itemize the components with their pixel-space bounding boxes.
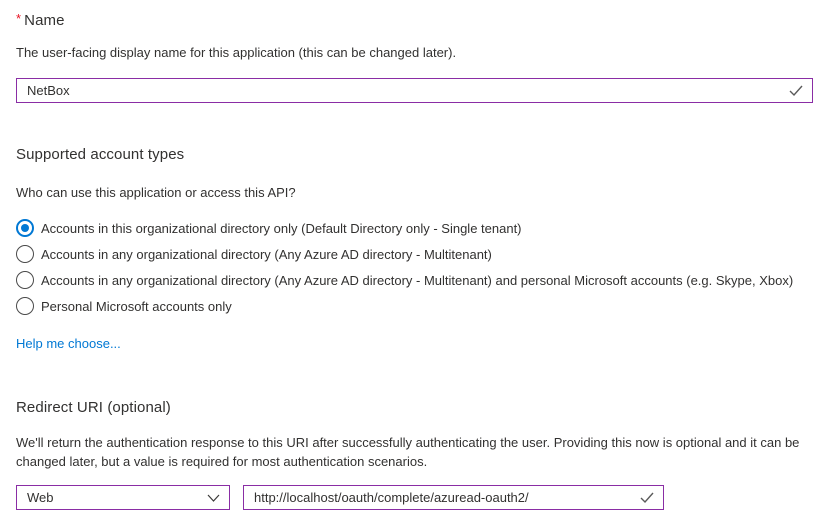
chevron-down-icon [207,494,220,502]
name-title-text: Name [24,12,65,29]
platform-selected-value: Web [27,490,54,505]
radio-button-icon[interactable] [16,245,34,263]
redirect-uri-input-container [243,485,664,510]
radio-label: Accounts in any organizational directory (Any Azure AD directory - Multitenant) [41,246,492,262]
name-section-title [16,11,813,29]
radio-multitenant[interactable] [16,241,813,267]
radio-button-icon[interactable] [16,219,34,237]
redirect-uri-description: We'll return the authentication response to this URI after successfully authenticating the user. Providing this now is optional and it can be changed later, but a value is required for most authentication scenarios. [16,435,800,469]
platform-select[interactable] [16,485,230,510]
redirect-uri-section [16,399,813,510]
radio-single-tenant[interactable] [16,215,813,241]
account-types-question: Who can use this application or access this API? [16,185,296,200]
name-input-container [16,78,813,103]
redirect-uri-controls [16,485,813,510]
required-asterisk: * [16,11,22,26]
help-me-choose-link[interactable]: Help me choose... [16,336,121,351]
radio-personal-only[interactable] [16,293,813,319]
radio-label: Personal Microsoft accounts only [41,298,232,314]
radio-label: Accounts in any organizational directory (Any Azure AD directory - Multitenant) and personal Microsoft accounts (e.g. Skype, Xbox) [41,272,794,288]
name-input[interactable] [17,79,812,102]
name-section [16,11,813,103]
radio-multitenant-personal[interactable] [16,267,813,293]
radio-button-icon[interactable] [16,271,34,289]
radio-button-icon[interactable] [16,297,34,315]
radio-label: Accounts in this organizational directory only (Default Directory only - Single tenant) [41,220,522,236]
redirect-uri-title: Redirect URI (optional) [16,399,171,416]
supported-account-types-section [16,146,813,353]
account-types-title: Supported account types [16,146,185,163]
account-types-radio-group [16,215,813,319]
name-description: The user-facing display name for this application (this can be changed later). [16,45,457,60]
redirect-uri-input[interactable] [244,486,663,509]
